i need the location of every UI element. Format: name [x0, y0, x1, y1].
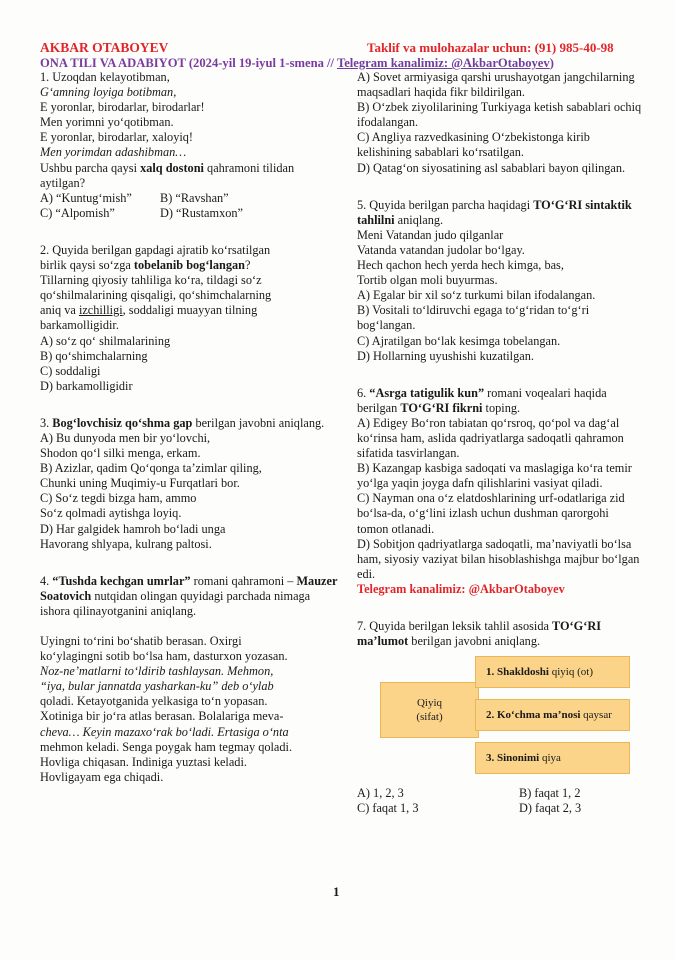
q5-poem-line: Tortib olgan moli buyurmas.	[357, 273, 498, 288]
q3-line: So‘z qolmadi aytishga loyiq.	[40, 506, 182, 521]
contact-info: Taklif va mulohazalar uchun: (91) 985-40-98	[367, 40, 614, 55]
main-word-box	[380, 682, 479, 738]
question-6	[357, 386, 642, 597]
q4-question: 4. “Tushda kechgan umrlar” romani qahramoni – Mauzer Soatovich nutqidan olingan quyidagi parchada nimaga ishora qilinayotganini aniqlang.	[40, 573, 338, 618]
q2-option-a[interactable]: A) so‘z qo‘ shilmalarining	[40, 333, 171, 348]
question-5	[357, 198, 642, 364]
q1-line: 1. Uzoqdan kelayotibman,	[40, 70, 170, 84]
q3-line: Havorang shlyapa, kulrang paltosi.	[40, 536, 212, 551]
subtitle-text: ONA TILI VA ADABIYOT (2024-yil 19-iyul 1-smena //	[40, 56, 337, 70]
q4-option-d[interactable]: D) Qatag‘on siyosatining asl sabablari bayon qilingan.	[357, 160, 626, 175]
q1-italic-line: Men yorimdan adashibman…	[40, 145, 187, 160]
q7-option-a[interactable]: A) 1, 2, 3	[357, 786, 404, 801]
q4-passage-line: mehmon keladi. Senga poygak ham tegmay qoladi.	[40, 739, 293, 754]
q4-passage-line: Xotiniga bir jo‘ra atlas berasan. Bolalariga meva-	[40, 709, 284, 724]
q3-option-b[interactable]: B) Azizlar, qadim Qo‘qonga ta’zimlar qiling,	[40, 461, 262, 476]
q4-passage-line: cheva… Keyin mazaxo‘rak bo‘ladi. Ertasiga o‘nta	[40, 724, 289, 739]
q4-passage-line: Uyingni to‘rini bo‘shatib berasan. Oxirgi	[40, 634, 242, 648]
q2-option-b[interactable]: B) qo‘shimchalarning	[40, 348, 148, 363]
q3-option-c[interactable]: C) So‘z tegdi bizga ham, ammo	[40, 491, 197, 506]
q4-passage-line: Hovliga chiqasan. Indiniga yuztasi keladi.	[40, 754, 247, 769]
q2-option-c[interactable]: C) soddaligi	[40, 363, 101, 378]
left-column	[40, 70, 340, 785]
main-word: Qiyiq	[416, 697, 443, 710]
question-1	[40, 70, 340, 221]
main-word-pos: (sifat)	[416, 711, 443, 724]
q4-passage-line: ko‘ylagingni sotib bo‘lsa ham, dasturxon yozasan.	[40, 649, 288, 664]
author-name: AKBAR OTABOYEV	[40, 40, 169, 55]
q3-option-a[interactable]: A) Bu dunyoda men bir yo‘lovchi,	[40, 430, 211, 445]
q5-option-a[interactable]: A) Egalar bir xil so‘z turkumi bilan ifodalangan.	[357, 288, 596, 303]
q3-line: Shodon qo‘l silki menga, erkam.	[40, 446, 201, 461]
header-subtitle	[40, 56, 554, 71]
figurative-box: 2. Ko‘chma ma’nosi qaysar	[475, 699, 630, 731]
q4-options	[357, 70, 642, 176]
q1-options-row	[40, 206, 340, 221]
q6-option-d[interactable]: D) Sobitjon qadriyatlarga sadoqatli, ma’naviyatli bo‘lsa ham, siyosiy vaziyat bilan hisoblashishga majbur bo‘lgan edi.	[357, 536, 640, 581]
q7-options-row	[357, 786, 642, 801]
question-3	[40, 416, 340, 552]
q6-question: 6. “Asrga tatigulik kun” romani voqealari haqida berilgan TO‘G‘RI fikrni toping.	[357, 385, 607, 415]
q1-option-c[interactable]: C) “Alpomish”	[40, 205, 115, 220]
q3-question: 3. Bog‘lovchisiz qo‘shma gap berilgan javobni aniqlang.	[40, 415, 325, 430]
q5-poem-line: Vatanda vatandan judolar bo‘lgay.	[357, 242, 525, 257]
homonym-box: 1. Shakldoshi qiyiq (ot)	[475, 656, 630, 688]
q1-line: E yoronlar, birodarlar, xaloyiq!	[40, 130, 194, 145]
q5-poem-line: Hech qachon hech yerda hech kimga, bas,	[357, 258, 564, 273]
q1-question: Ushbu parcha qaysi xalq dostoni qahramoni tilidan aytilgan?	[40, 160, 295, 190]
lexical-diagram	[357, 654, 642, 786]
q4-passage-line: Noz-ne’matlarni to‘ldirib tashlaysan. Mehmon,	[40, 664, 274, 679]
page-number: 1	[333, 884, 340, 899]
q5-poem-line: Meni Vatandan judo qilganlar	[357, 227, 504, 242]
question-7	[357, 619, 642, 816]
subtitle-end: )	[549, 56, 554, 70]
q5-option-b[interactable]: B) Vositali to‘ldiruvchi egaga to‘g‘ridan to‘g‘ri bog‘langan.	[357, 303, 590, 333]
q5-option-d[interactable]: D) Hollarning uyushishi kuzatilgan.	[357, 348, 534, 363]
q4-passage-line: qoladi. Ketayotganida yelkasiga to‘n yopasan.	[40, 694, 268, 709]
q4-passage-line: “iya, bular jannatda yasharkan-ku” deb o‘ylab	[40, 679, 274, 694]
q2-line: birlik qaysi so‘zga tobelanib bog‘langan?	[40, 258, 251, 273]
q2-line: aniq va izchilligi, soddaligi muayyan tilning	[40, 303, 258, 318]
q1-option-a[interactable]: A) “Kuntug‘mish”	[40, 190, 132, 205]
q7-option-c[interactable]: C) faqat 1, 3	[357, 801, 419, 816]
question-4	[40, 574, 340, 785]
q5-option-c[interactable]: C) Ajratilgan bo‘lak kesimga tobelangan.	[357, 333, 561, 348]
q6-option-a[interactable]: A) Edigey Bo‘ron tabiatan qo‘rsroq, qo‘pol va dag‘al ko‘rinsa ham, aslida qadriyatlarga sadoqatli qahramon sifatida tasvirlangan.	[357, 415, 624, 461]
q6-option-c[interactable]: C) Nayman ona o‘z elatdoshlarining urf-odatlariga zid bo‘lsa-da, o‘g‘lini izlash uchun dushman qarorgohi tomon otlanadi.	[357, 491, 625, 536]
q4-option-b[interactable]: B) O‘zbek ziyolilarining Turkiyaga ketish sabablari ochiq ifodalangan.	[357, 100, 642, 130]
telegram-channel[interactable]: Telegram kanalimiz: @AkbarOtaboyev	[357, 581, 565, 596]
q2-option-d[interactable]: D) barkamolligidir	[40, 378, 133, 393]
q2-line: qo‘shilmalarining qisqaligi, qo‘shimchalarning	[40, 288, 272, 303]
q3-option-d[interactable]: D) Har galgidek hamroh bo‘ladi unga	[40, 521, 226, 536]
q2-line: barkamolligidir.	[40, 318, 119, 333]
question-2	[40, 243, 340, 394]
q2-line: Tillarning qiyosiy tahliliga ko‘ra, tildagi so‘z	[40, 273, 262, 288]
synonym-box: 3. Sinonimi qiya	[475, 742, 630, 774]
q1-line: G‘amning loyiga botibman,	[40, 85, 177, 100]
q1-line: E yoronlar, birodarlar, birodarlar!	[40, 100, 205, 115]
q2-line: 2. Quyida berilgan gapdagi ajratib ko‘rsatilgan	[40, 242, 271, 257]
q1-options-row	[40, 191, 340, 206]
q6-option-b[interactable]: B) Kazangap kasbiga sadoqati va maslagiga ko‘ra temir yo‘lga yaqin joyga dafn qilishlarini vasiyat qiladi.	[357, 461, 632, 491]
right-column	[357, 70, 642, 816]
q1-option-d[interactable]: D) “Rustamxon”	[160, 205, 243, 220]
telegram-link[interactable]: Telegram kanalimiz: @AkbarOtaboyev	[336, 56, 550, 70]
q4-option-a[interactable]: A) Sovet armiyasiga qarshi urushayotgan jangchilarning maqsadlari haqida fikr bildirilgan.	[357, 70, 635, 100]
q7-option-b[interactable]: B) faqat 1, 2	[519, 786, 581, 801]
q5-question: 5. Quyida berilgan parcha haqidagi TO‘G‘RI sintaktik tahlilni aniqlang.	[357, 197, 632, 227]
q7-options-row	[357, 801, 642, 816]
q4-passage-line: Hovligayam ega chiqadi.	[40, 769, 164, 784]
q7-option-d[interactable]: D) faqat 2, 3	[519, 801, 582, 816]
q7-question: 7. Quyida berilgan leksik tahlil asosida TO‘G‘RI ma’lumot berilgan javobni aniqlang.	[357, 619, 601, 649]
q4-option-c[interactable]: C) Angliya razvedkasining O‘zbekistonga kirib kelishining sabablari ko‘rsatilgan.	[357, 130, 590, 160]
q1-option-b[interactable]: B) “Ravshan”	[160, 190, 229, 205]
q1-line: Men yorimni yo‘qotibman.	[40, 115, 174, 130]
q3-line: Chunki uning Muqimiy-u Furqatlari bor.	[40, 476, 240, 491]
